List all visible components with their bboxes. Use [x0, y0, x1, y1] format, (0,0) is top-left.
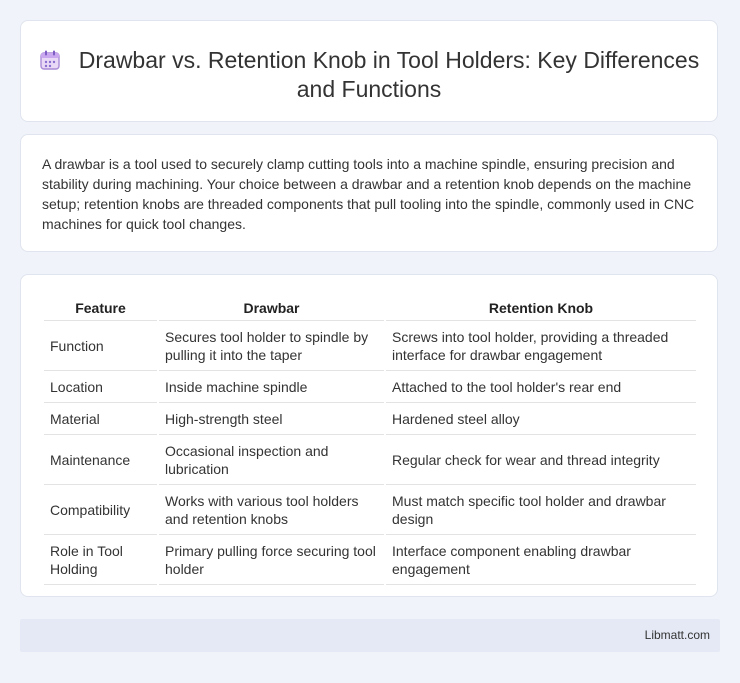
cell-feature: Maintenance	[44, 435, 157, 485]
cell-drawbar: Works with various tool holders and retention knobs	[159, 485, 384, 535]
table-row	[44, 371, 696, 403]
comparison-table	[42, 295, 698, 585]
comparison-card	[20, 274, 718, 597]
cell-feature: Compatibility	[44, 485, 157, 535]
table-row	[44, 403, 696, 435]
table-row	[44, 535, 696, 585]
header-drawbar: Drawbar	[159, 295, 384, 321]
header-feature: Feature	[44, 295, 157, 321]
table-row	[44, 321, 696, 371]
cell-retention-knob: Interface component enabling drawbar engagement	[386, 535, 696, 585]
cell-retention-knob: Hardened steel alloy	[386, 403, 696, 435]
table-row	[44, 435, 696, 485]
cell-drawbar: Primary pulling force securing tool holder	[159, 535, 384, 585]
intro-card	[20, 134, 718, 252]
cell-feature: Material	[44, 403, 157, 435]
table-row	[44, 485, 696, 535]
cell-feature: Location	[44, 371, 157, 403]
cell-feature: Function	[44, 321, 157, 371]
title-card	[20, 20, 718, 122]
cell-feature: Role in Tool Holding	[44, 535, 157, 585]
footer-brand: Libmatt.com	[644, 628, 710, 642]
footer-bar	[20, 619, 720, 652]
cell-drawbar: Inside machine spindle	[159, 371, 384, 403]
cell-drawbar: Secures tool holder to spindle by pulling it into the taper	[159, 321, 384, 371]
cell-retention-knob: Screws into tool holder, providing a threaded interface for drawbar engagement	[386, 321, 696, 371]
page-title-block	[21, 21, 717, 104]
cell-retention-knob: Regular check for wear and thread integrity	[386, 435, 696, 485]
page-title: Drawbar vs. Retention Knob in Tool Holders: Key Differences and Functions	[78, 47, 700, 102]
calendar-icon	[39, 49, 61, 71]
cell-retention-knob: Must match specific tool holder and drawbar design	[386, 485, 696, 535]
intro-paragraph: A drawbar is a tool used to securely clamp cutting tools into a machine spindle, ensuring precision and stability during machining. Your choice between a drawbar and a retention knob depends on the machine setup; retention knobs are threaded components that pull tooling into the spindle, commonly used in CNC machines for quick tool changes.	[42, 156, 695, 232]
table-header-row	[44, 295, 696, 321]
header-retention-knob: Retention Knob	[386, 295, 696, 321]
cell-drawbar: High-strength steel	[159, 403, 384, 435]
cell-retention-knob: Attached to the tool holder's rear end	[386, 371, 696, 403]
cell-drawbar: Occasional inspection and lubrication	[159, 435, 384, 485]
